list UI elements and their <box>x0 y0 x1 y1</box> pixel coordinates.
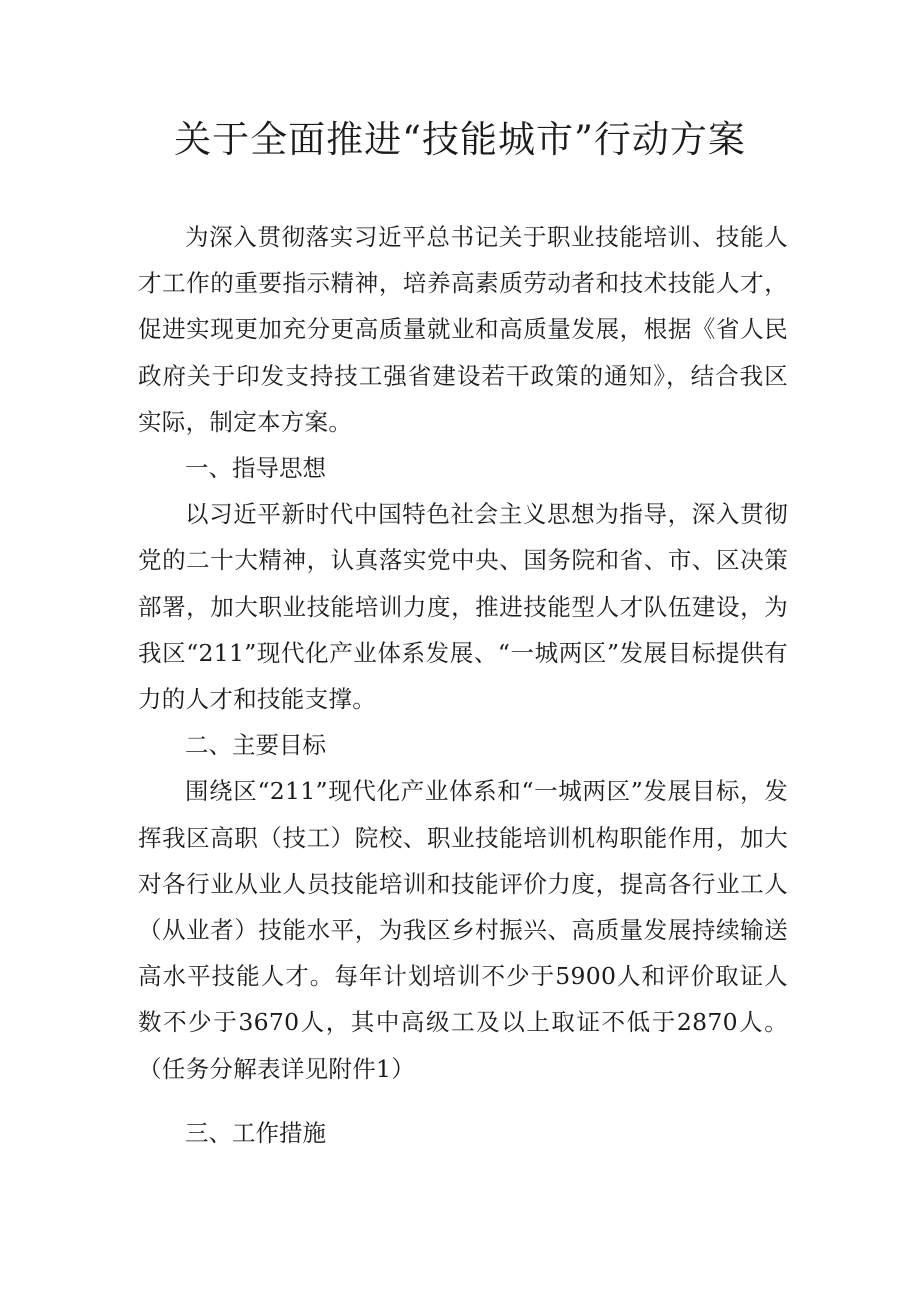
section-text-guiding-ideology: 以习近平新时代中国特色社会主义思想为指导，深入贯彻党的二十大精神，认真落实党中央、国务院和省、市、区决策部署，加大职业技能培训力度，推进技能型人才队伍建设，为我区“211”现代化产业体系发展、“一城两区”发展目标提供有力的人才和技能支撑。 <box>138 500 788 714</box>
section-text-main-goals: 围绕区“211”现代化产业体系和“一城两区”发展目标，发挥我区高职（技工）院校、职业技能培训机构职能作用，加大对各行业从业人员技能培训和技能评价力度，提高各行业工人（从业者）技能水平，为我区乡村振兴、高质量发展持续输送高水平技能人才。每年计划培训不少于5900人和评价取证人数不少于3670人，其中高级工及以上取证不低于2870人。（任务分解表详见附件1） <box>138 777 788 1083</box>
section-heading-work-measures: 三、工作措施 <box>185 1118 326 1147</box>
document-title: 关于全面推进“技能城市”行动方案 <box>174 118 746 161</box>
section-spacer <box>138 1092 788 1110</box>
document-body <box>138 214 788 1156</box>
intro-paragraph: 为深入贯彻落实习近平总书记关于职业技能培训、技能人才工作的重要指示精神，培养高素质劳动者和技术技能人才，促进实现更加充分更高质量就业和高质量发展，根据《省人民政府关于印发支持技工强省建设若干政策的通知》，结合我区实际，制定本方案。 <box>138 223 788 436</box>
section-heading-main-goals: 二、主要目标 <box>185 731 326 760</box>
section-heading-guiding-ideology: 一、指导思想 <box>185 454 326 483</box>
